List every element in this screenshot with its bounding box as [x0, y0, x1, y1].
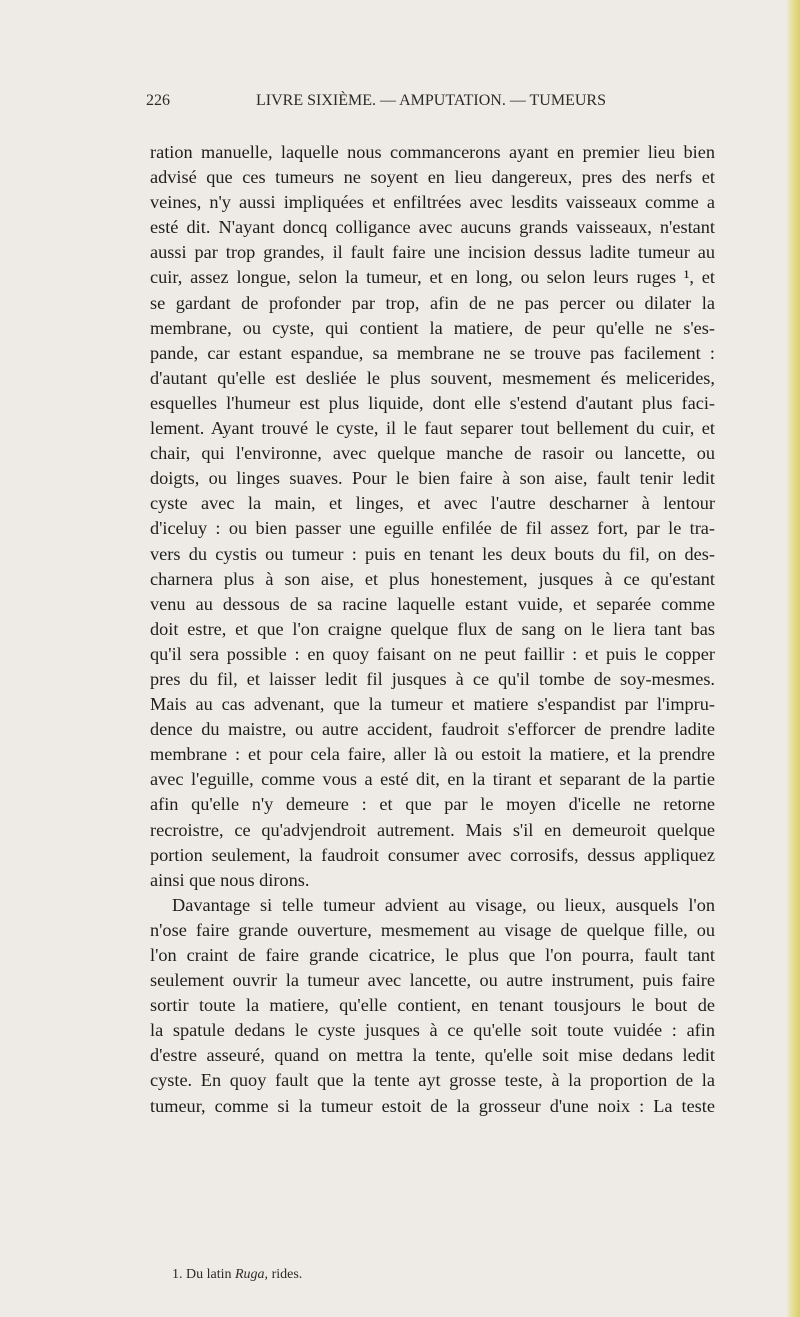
text-line: Mais au cas advenant, que la tumeur et matiere s'espandist par l'impru-: [150, 694, 715, 715]
text-line: ration manuelle, laquelle nous commancerons ayant en premier lieu bien: [150, 142, 715, 162]
text-line: Davantage si telle tumeur advient au visage, ou lieux, ausquels l'on: [172, 894, 715, 915]
text-line: afin qu'elle n'y demeure : et que par le moyen d'icelle ne retorne: [150, 794, 715, 815]
text-line: recroistre, ce qu'advjendroit autrement. Mais s'il en demeuroit quelque: [150, 819, 715, 840]
text-line: avec l'eguille, comme vous a esté dit, en la tirant et separant de la partie: [150, 769, 715, 790]
text-line: vers du cystis ou tumeur : puis en tenant les deux bouts du fil, on des-: [150, 543, 715, 564]
text-line: lement. Ayant trouvé le cyste, il le faut separer tout bellement du cuir, et: [150, 418, 715, 439]
page-edge: [786, 0, 800, 1317]
text-line: d'autant qu'elle est desliée le plus souvent, mesmement és melicerides,: [150, 367, 715, 388]
text-line: ainsi que nous dirons.: [150, 869, 310, 890]
text-line: esté dit. N'ayant doncq colligance avec aucuns grands vaisseaux, n'estant: [150, 217, 715, 238]
text-line: dence du maistre, ou autre accident, faudroit s'efforcer de prendre ladite: [150, 719, 715, 740]
text-line: cyste avec la main, et linges, et avec l'autre descharner à lentour: [150, 493, 715, 514]
footnote-number: 1.: [172, 1267, 183, 1282]
text-line: d'estre asseuré, quand on mettra la tente, qu'elle soit mise dedans ledit: [150, 1045, 715, 1066]
text-line: portion seulement, la faudroit consumer avec corrosifs, dessus appliquez: [150, 844, 715, 865]
text-line: tumeur, comme si la tumeur estoit de la grosseur d'une noix : La teste: [150, 1095, 715, 1116]
text-line: n'ose faire grande ouverture, mesmement au visage de quelque fille, ou: [150, 919, 715, 940]
text-line: l'on craint de faire grande cicatrice, le plus que l'on pourra, fault tant: [150, 945, 715, 965]
text-line: membrane, ou cyste, qui contient la matiere, de peur qu'elle ne s'es-: [150, 317, 715, 338]
footnote: [172, 1267, 302, 1283]
text-line: seulement ouvrir la tumeur avec lancette, ou autre instrument, puis faire: [150, 970, 715, 991]
text-line: esquelles l'humeur est plus liquide, dont elle s'estend d'autant plus faci-: [150, 392, 715, 413]
text-line: sortir toute la matiere, qu'elle contient, en tenant tousjours le bout de: [150, 995, 715, 1016]
text-line: pres du fil, et laisser ledit fil jusques à ce qu'il tombe de soy-mesmes.: [150, 668, 715, 689]
text-line: charnera plus à son aise, et plus honestement, jusques à ce qu'estant: [150, 568, 715, 589]
text-line: pande, car estant espandue, sa membrane ne se trouve pas facilement :: [150, 342, 715, 363]
text-line: venu au dessous de sa racine laquelle estant vuide, et separée comme: [150, 593, 715, 614]
text-line: la spatule dedans le cyste jusques à ce qu'elle soit toute vuidée : afin: [150, 1020, 715, 1041]
text-line: veines, n'y aussi impliquées et enfiltrées avec lesdits vaisseaux comme a: [150, 192, 715, 213]
footnote-italic: Ruga,: [235, 1267, 269, 1282]
text-line: doit estre, et que l'on craigne quelque flux de sang on le liera tant bas: [150, 618, 715, 639]
footnote-text: Du latin: [186, 1267, 232, 1282]
text-line: doigts, ou linges suaves. Pour le bien faire à son aise, fault tenir ledit: [150, 468, 715, 489]
text-line: chair, qui l'environne, avec quelque manche de rasoir ou lancette, ou: [150, 443, 715, 464]
text-line: cuir, assez longue, selon la tumeur, et en long, ou selon leurs ruges ¹, et: [150, 267, 715, 288]
footnote-text-end: rides.: [271, 1267, 303, 1282]
page-number: 226: [146, 92, 170, 109]
text-line: d'iceluy : ou bien passer une eguille enfilée de fil assez fort, par le tra-: [150, 518, 715, 539]
text-line: membrane : et pour cela faire, aller là ou estoit la matiere, et la prendre: [150, 744, 715, 765]
text-line: qu'il sera possible : en quoy faisant on ne peut faillir : et puis le copper: [150, 643, 715, 664]
body-text: [150, 140, 715, 1119]
running-head: [146, 92, 606, 110]
text-line: aussi par trop grandes, il fault faire une incision dessus ladite tumeur au: [150, 242, 715, 263]
text-line: cyste. En quoy fault que la tente ayt grosse teste, à la proportion de la: [150, 1070, 715, 1091]
text-line: advisé que ces tumeurs ne soyent en lieu dangereux, pres des nerfs et: [150, 167, 715, 188]
running-title: LIVRE SIXIÈME. — AMPUTATION. — TUMEURS: [256, 92, 606, 109]
text-line: se gardant de profonder par trop, afin de ne pas percer ou dilater la: [150, 292, 715, 313]
